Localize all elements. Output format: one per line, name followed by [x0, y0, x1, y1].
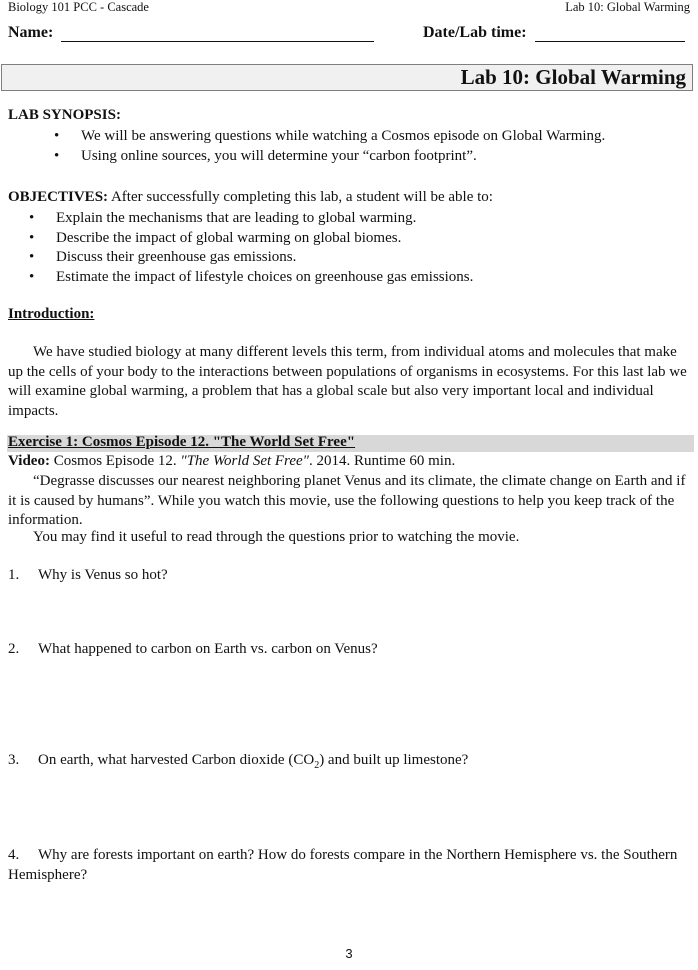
question-4: [8, 846, 688, 885]
name-label: Name:: [8, 24, 54, 41]
exercise-description: [8, 472, 688, 531]
objectives-label: OBJECTIVES:: [8, 189, 109, 205]
date-field: [423, 24, 685, 42]
list-item: • We will be answering questions while watching a Cosmos episode on Global Warming.: [81, 127, 605, 147]
name-blank-line[interactable]: [61, 27, 374, 42]
question-text: What happened to carbon on Earth vs. carbon on Venus?: [38, 641, 378, 657]
question-2: [8, 640, 688, 660]
question-number: 3.: [8, 752, 20, 768]
video-label: Video:: [8, 453, 50, 469]
list-item: • Explain the mechanisms that are leading to global warming.: [56, 209, 473, 229]
page-title: Lab 10: Global Warming: [460, 65, 686, 89]
date-label: Date/Lab time:: [423, 24, 527, 41]
video-title: "The World Set Free": [180, 453, 309, 469]
description-text: “Degrasse discusses our nearest neighboring planet Venus and its climate, the climate change on Earth and if it is caused by humans”. While you watch this movie, use the following questions to help you keep track of the information.: [8, 473, 686, 528]
list-item: • Describe the impact of global warming on global biomes.: [56, 229, 473, 249]
objectives-heading: [8, 189, 493, 206]
course-name: Biology 101 PCC - Cascade: [8, 0, 149, 14]
objectives-lead: After successfully completing this lab, a student will be able to:: [110, 189, 493, 205]
question-number: 1.: [8, 567, 20, 583]
title-banner: [1, 64, 693, 91]
introduction-paragraph: [8, 343, 688, 421]
video-info: [8, 453, 455, 470]
running-header: [8, 0, 690, 16]
question-text: Why are forests important on earth? How do forests compare in the Northern Hemisphere vs. the Southern Hemisphere?: [8, 847, 678, 883]
question-1: [8, 566, 688, 586]
question-text-post: ) and built up limestone?: [319, 752, 469, 768]
date-blank-line[interactable]: [535, 27, 685, 42]
question-text-pre: On earth, what harvested Carbon dioxide (CO: [38, 752, 315, 768]
video-post: . 2014. Runtime 60 min.: [308, 453, 456, 469]
introduction-heading: Introduction:: [8, 306, 95, 322]
question-number: 4.: [8, 847, 20, 863]
video-pre: Cosmos Episode 12.: [49, 453, 181, 469]
page-number: 3: [345, 946, 353, 961]
lab-name: Lab 10: Global Warming: [565, 0, 690, 14]
question-3: [8, 751, 688, 776]
list-item: • Discuss their greenhouse gas emissions.: [56, 248, 473, 268]
exercise-heading: Exercise 1: Cosmos Episode 12. "The World Set Free": [8, 434, 356, 450]
introduction-text: We have studied biology at many different levels this term, from individual atoms and molecules that make up the cells of your body to the interactions between populations of organisms in ecosystems. For this last lab we will examine global warming, a problem that has a global scale but also very important local and individual impacts.: [8, 344, 687, 419]
objectives-list: [56, 209, 473, 287]
synopsis-heading: LAB SYNOPSIS:: [8, 107, 121, 123]
synopsis-list: [81, 127, 605, 166]
subscript: 2: [314, 760, 320, 771]
list-item: • Using online sources, you will determine your “carbon footprint”.: [81, 147, 605, 167]
question-number: 2.: [8, 641, 20, 657]
question-text: Why is Venus so hot?: [38, 567, 168, 583]
name-field: [8, 24, 374, 42]
exercise-tip: You may find it useful to read through the questions prior to watching the movie.: [33, 529, 520, 545]
list-item: • Estimate the impact of lifestyle choices on greenhouse gas emissions.: [56, 268, 473, 288]
